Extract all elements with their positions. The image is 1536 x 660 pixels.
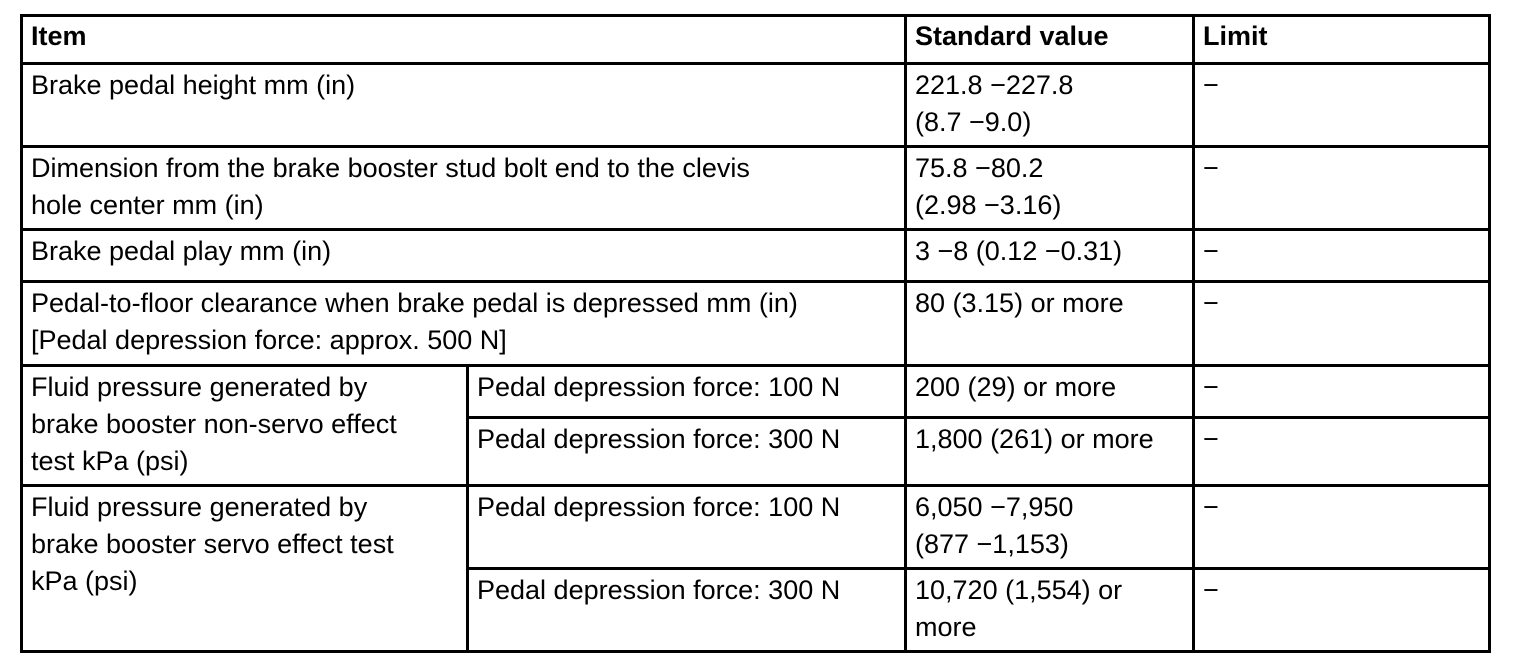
item-cell: Dimension from the brake booster stud bolt end to the clevis hole center mm (in) (22, 147, 906, 230)
limit-cell: − (1194, 64, 1490, 147)
limit-cell: − (1194, 230, 1490, 282)
table-row (22, 486, 1490, 569)
table-row (22, 366, 1490, 418)
condition-cell: Pedal depression force: 300 N (468, 418, 906, 486)
standard-value-cell: 80 (3.15) or more (906, 282, 1194, 366)
table-row (22, 64, 1490, 147)
table-row (22, 282, 1490, 366)
table-row (22, 147, 1490, 230)
condition-cell: Pedal depression force: 300 N (468, 569, 906, 652)
standard-value-cell: 10,720 (1,554) or more (906, 569, 1194, 652)
condition-cell: Pedal depression force: 100 N (468, 366, 906, 418)
table-row (22, 230, 1490, 282)
standard-value-cell: 6,050 −7,950 (877 −1,153) (906, 486, 1194, 569)
limit-cell: − (1194, 569, 1490, 652)
standard-value-cell: 221.8 −227.8 (8.7 −9.0) (906, 64, 1194, 147)
standard-value-cell: 75.8 −80.2 (2.98 −3.16) (906, 147, 1194, 230)
condition-cell: Pedal depression force: 100 N (468, 486, 906, 569)
header-standard-value: Standard value (906, 16, 1194, 64)
group-item-cell: Fluid pressure generated by brake booster servo effect test kPa (psi) (22, 486, 468, 652)
limit-cell: − (1194, 282, 1490, 366)
header-item: Item (22, 16, 906, 64)
standard-value-cell: 3 −8 (0.12 −0.31) (906, 230, 1194, 282)
header-row (22, 16, 1490, 64)
limit-cell: − (1194, 366, 1490, 418)
group-item-cell: Fluid pressure generated by brake booster non-servo effect test kPa (psi) (22, 366, 468, 486)
limit-cell: − (1194, 147, 1490, 230)
item-cell: Brake pedal play mm (in) (22, 230, 906, 282)
standard-value-cell: 200 (29) or more (906, 366, 1194, 418)
specification-table (20, 14, 1491, 653)
standard-value-cell: 1,800 (261) or more (906, 418, 1194, 486)
header-limit: Limit (1194, 16, 1490, 64)
limit-cell: − (1194, 418, 1490, 486)
item-cell: Pedal-to-floor clearance when brake pedal is depressed mm (in) [Pedal depression force: approx. 500 N] (22, 282, 906, 366)
item-cell: Brake pedal height mm (in) (22, 64, 906, 147)
limit-cell: − (1194, 486, 1490, 569)
